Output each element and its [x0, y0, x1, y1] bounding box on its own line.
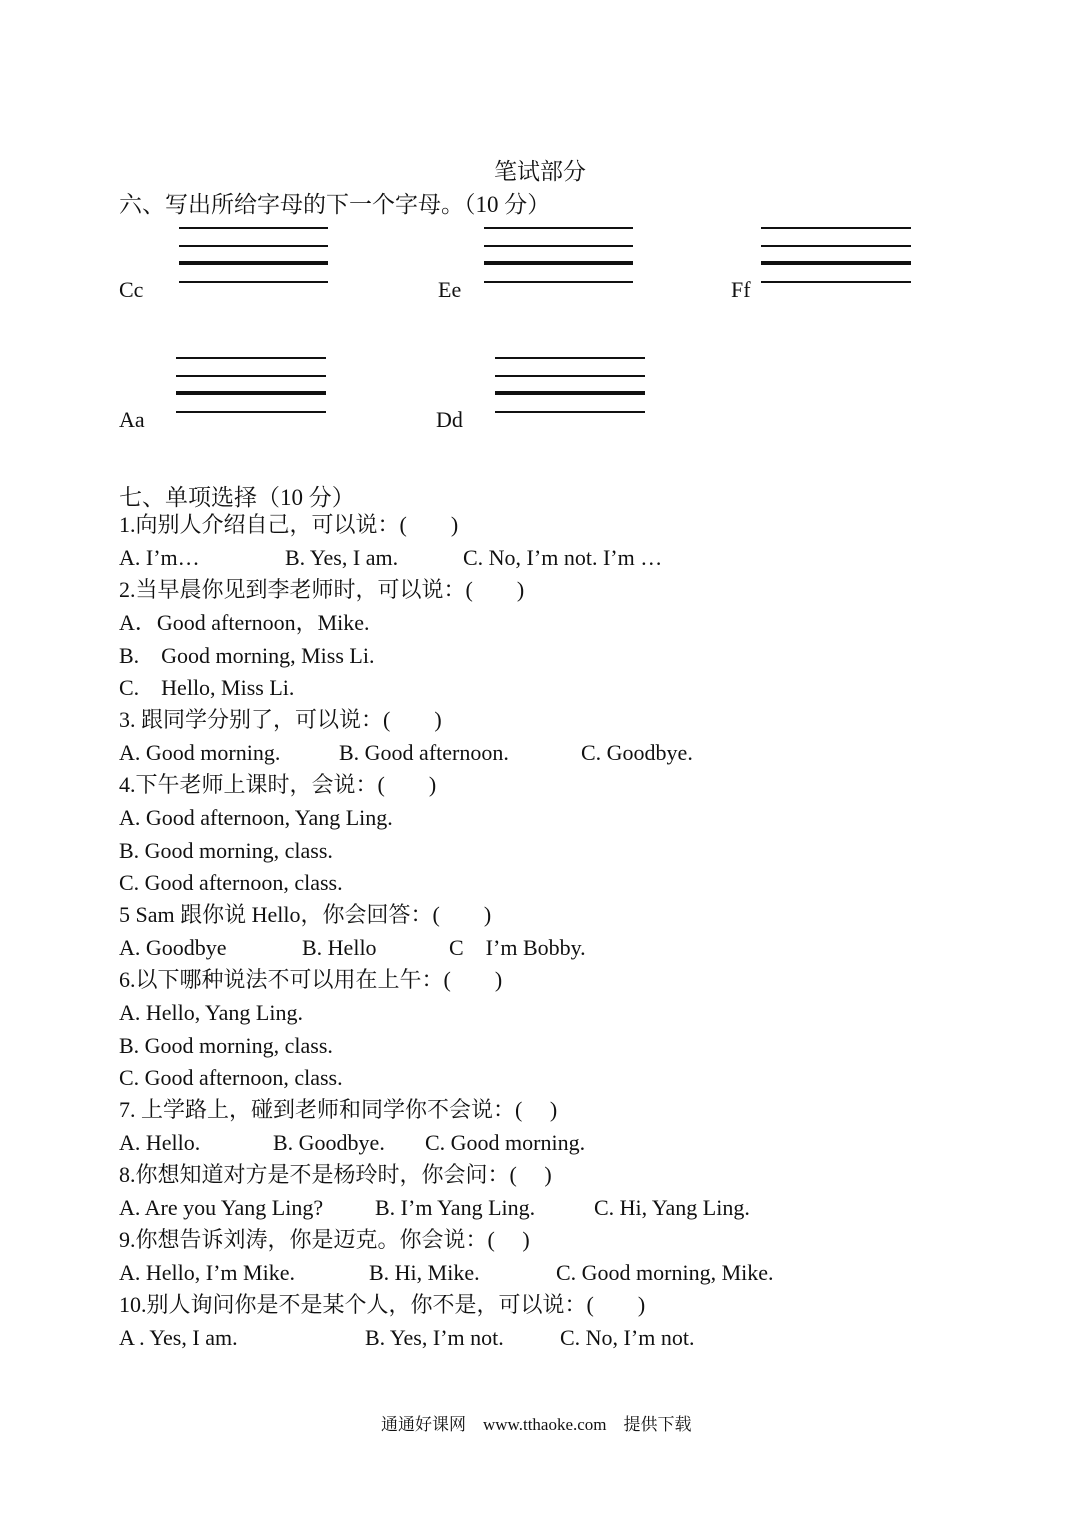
option-b: B. Good morning, class.: [119, 1033, 333, 1058]
writing-lines: [495, 357, 645, 417]
question-stem: 2.当早晨你见到李老师时，可以说：( ): [119, 577, 525, 602]
letter-label: Ee: [438, 277, 462, 302]
option-a: A. Hello, I’m Mike.: [119, 1260, 295, 1285]
section7-heading: 七、单项选择（10 分）: [119, 485, 355, 510]
option-b: B. Yes, I am.: [285, 545, 399, 570]
option-c: C. Hello, Miss Li.: [119, 675, 295, 700]
question-stem: 6.以下哪种说法不可以用在上午：( ): [119, 967, 503, 992]
option-c: C. Hi, Yang Ling.: [594, 1195, 750, 1220]
writing-lines: [761, 227, 911, 287]
option-b: B. Good morning, class.: [119, 838, 333, 863]
question-stem: 10.别人询问你是不是某个人，你不是，可以说：( ): [119, 1292, 646, 1317]
question-stem: 4.下午老师上课时，会说：( ): [119, 772, 437, 797]
page-title: 笔试部分: [494, 159, 586, 184]
option-a: A. Are you Yang Ling?: [119, 1195, 324, 1220]
question-stem: 7. 上学路上，碰到老师和同学你不会说：( ): [119, 1097, 558, 1122]
letter-label: Aa: [119, 407, 145, 432]
option-c: C. Goodbye.: [581, 740, 693, 765]
question-stem: 9.你想告诉刘涛，你是迈克。你会说：( ): [119, 1227, 530, 1252]
letter-label: Dd: [436, 407, 463, 432]
option-c: C. Good afternoon, class.: [119, 1065, 343, 1090]
option-c: C. No, I’m not.: [560, 1325, 695, 1350]
writing-lines: [176, 357, 326, 417]
option-a: A. Goodbye: [119, 935, 227, 960]
option-b: B. I’m Yang Ling.: [375, 1195, 536, 1220]
writing-lines: [179, 227, 328, 287]
section6-heading: 六、写出所给字母的下一个字母。（10 分）: [119, 192, 551, 217]
footer-source: 通通好课网 www.tthaoke.com 提供下载: [381, 1415, 692, 1434]
option-c: C. No, I’m not. I’m …: [463, 545, 663, 570]
option-b: B. Goodbye.: [273, 1130, 385, 1155]
question-stem: 5 Sam 跟你说 Hello，你会回答：( ): [119, 902, 492, 927]
option-b: B. Good morning, Miss Li.: [119, 643, 375, 668]
option-a: A. Good afternoon, Yang Ling.: [119, 805, 393, 830]
option-b: B. Good afternoon.: [339, 740, 509, 765]
option-c: C. Good morning, Mike.: [556, 1260, 774, 1285]
writing-lines: [484, 227, 633, 287]
option-c: C. Good afternoon, class.: [119, 870, 343, 895]
question-stem: 8.你想知道对方是不是杨玲时，你会问：( ): [119, 1162, 552, 1187]
option-a: A. Hello.: [119, 1130, 201, 1155]
option-a: A . Yes, I am.: [119, 1325, 238, 1350]
option-b: B. Hello: [302, 935, 377, 960]
option-a: A. I’m…: [119, 545, 200, 570]
question-stem: 1.向别人介绍自己，可以说：( ): [119, 512, 459, 537]
option-b: B. Yes, I’m not.: [365, 1325, 504, 1350]
letter-label: Ff: [731, 277, 751, 302]
question-stem: 3. 跟同学分别了，可以说：( ): [119, 707, 442, 732]
option-a: A. Good morning.: [119, 740, 281, 765]
option-b: B. Hi, Mike.: [369, 1260, 480, 1285]
option-a: A. Hello, Yang Ling.: [119, 1000, 303, 1025]
letter-label: Cc: [119, 277, 144, 302]
option-c: C. Good morning.: [425, 1130, 586, 1155]
option-a: A．Good afternoon，Mike.: [119, 610, 370, 635]
option-c: C I’m Bobby.: [449, 935, 586, 960]
